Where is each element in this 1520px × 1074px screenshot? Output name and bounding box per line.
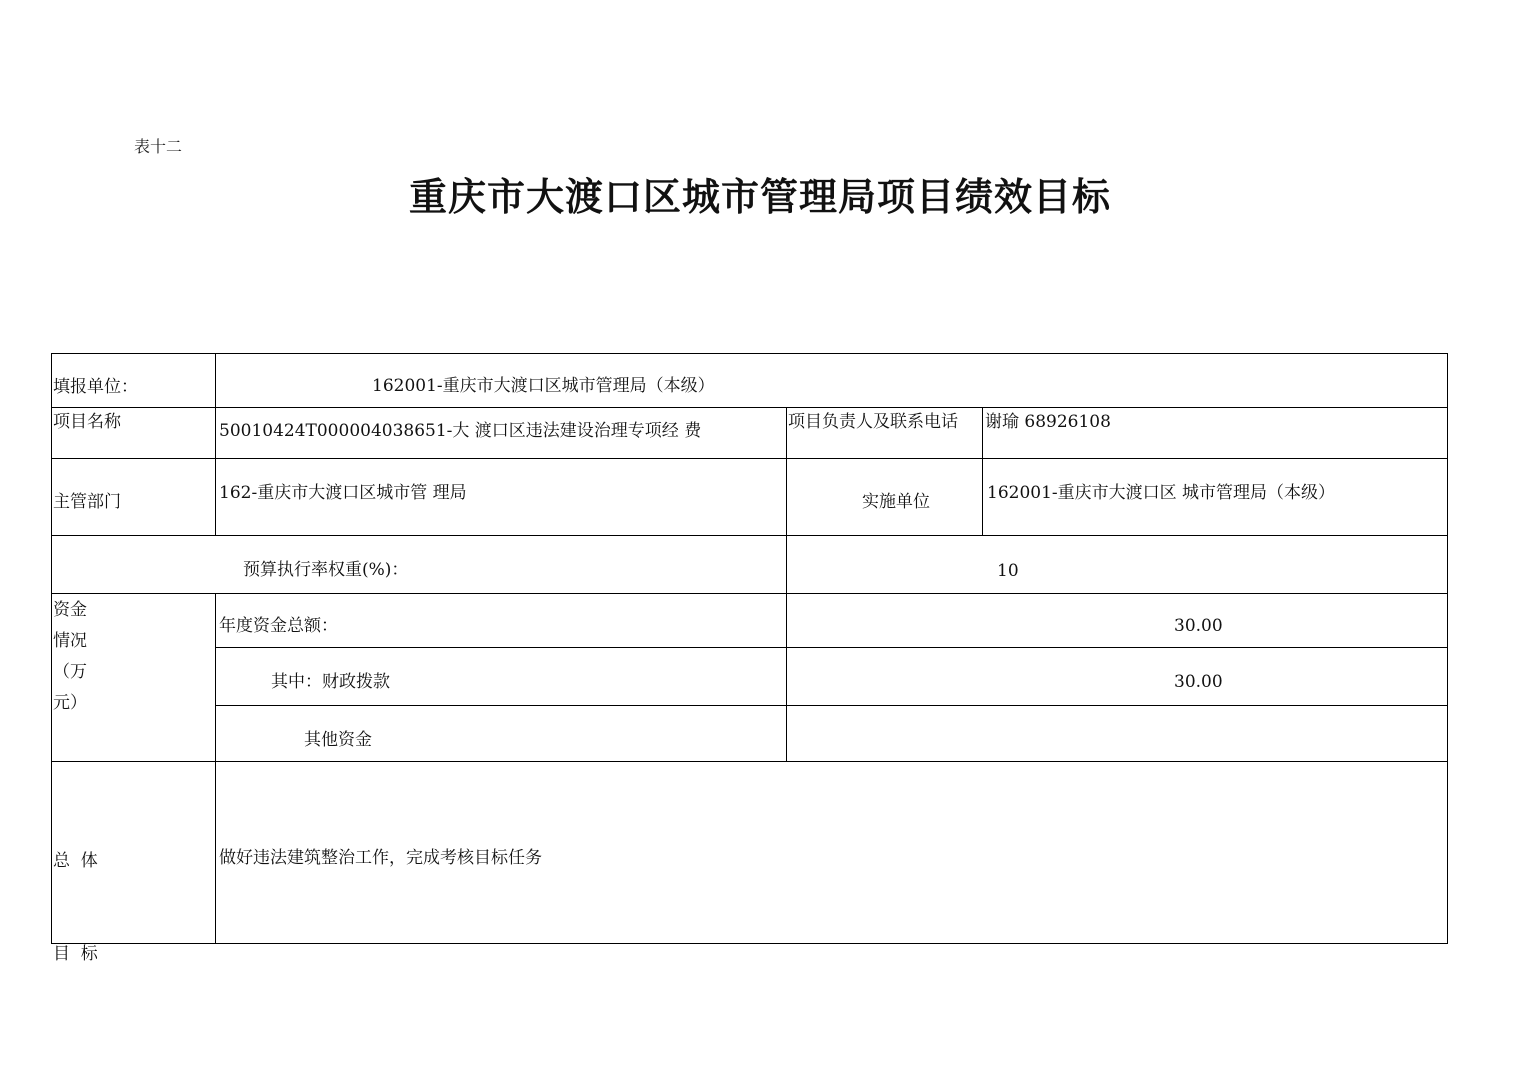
- grid-line: [215, 647, 1448, 648]
- grid-line: [215, 705, 1448, 706]
- grid-line: [51, 535, 1448, 536]
- funds-label: [53, 595, 87, 719]
- project-leader-label: 项目负责人及联系电话: [788, 412, 958, 432]
- supervisor-label: 主管部门: [53, 492, 121, 512]
- grid-line: [982, 407, 983, 536]
- goal-value: 做好违法建筑整治工作，完成考核目标任务: [219, 848, 542, 868]
- table-number: 表十二: [134, 137, 183, 156]
- project-name-label: 项目名称: [53, 412, 121, 432]
- grid-line: [51, 407, 1448, 408]
- grid-line: [215, 593, 216, 944]
- funds-label-line: 资金: [53, 600, 87, 620]
- page-title: 重庆市大渡口区城市管理局项目绩效目标: [408, 174, 1111, 219]
- budget-rate-value: 10: [997, 561, 1019, 581]
- annual-total-label: 年度资金总额：: [219, 616, 338, 636]
- reporting-unit-value: 162001-重庆市大渡口区城市管理局（本级）: [372, 376, 715, 396]
- grid-line: [786, 407, 787, 762]
- grid-line: [51, 943, 1448, 944]
- reporting-unit-label: 填报单位：: [53, 377, 138, 397]
- implementer-value: 162001-重庆市大渡口区 城市管理局（本级）: [987, 483, 1336, 503]
- funds-label-line: 元）: [53, 693, 87, 713]
- goal-label-line: 总 体: [53, 851, 98, 871]
- fiscal-label: 其中：财政拨款: [271, 672, 390, 692]
- supervisor-value: 162-重庆市大渡口区城市管 理局: [219, 483, 467, 503]
- goal-label: [53, 784, 98, 1001]
- fiscal-value: 30.00: [1174, 672, 1223, 692]
- goal-label-line: 目 标: [53, 944, 98, 964]
- annual-total-value: 30.00: [1174, 616, 1223, 636]
- grid-line: [51, 761, 1448, 762]
- other-funds-label: 其他资金: [304, 730, 372, 750]
- grid-line: [51, 353, 1448, 354]
- funds-label-line: 情况: [53, 631, 87, 651]
- budget-rate-label: 预算执行率权重(%)：: [243, 560, 409, 580]
- implementer-label: 实施单位: [862, 492, 930, 512]
- grid-line: [1447, 353, 1448, 944]
- project-name-value: 50010424T000004038651-大 渡口区违法建设治理专项经 费: [219, 421, 702, 441]
- grid-line: [51, 353, 52, 944]
- grid-line: [51, 593, 1448, 594]
- project-leader-value: 谢瑜 68926108: [985, 412, 1111, 432]
- grid-line: [215, 353, 216, 535]
- grid-line: [51, 458, 1448, 459]
- funds-label-line: （万: [53, 662, 87, 682]
